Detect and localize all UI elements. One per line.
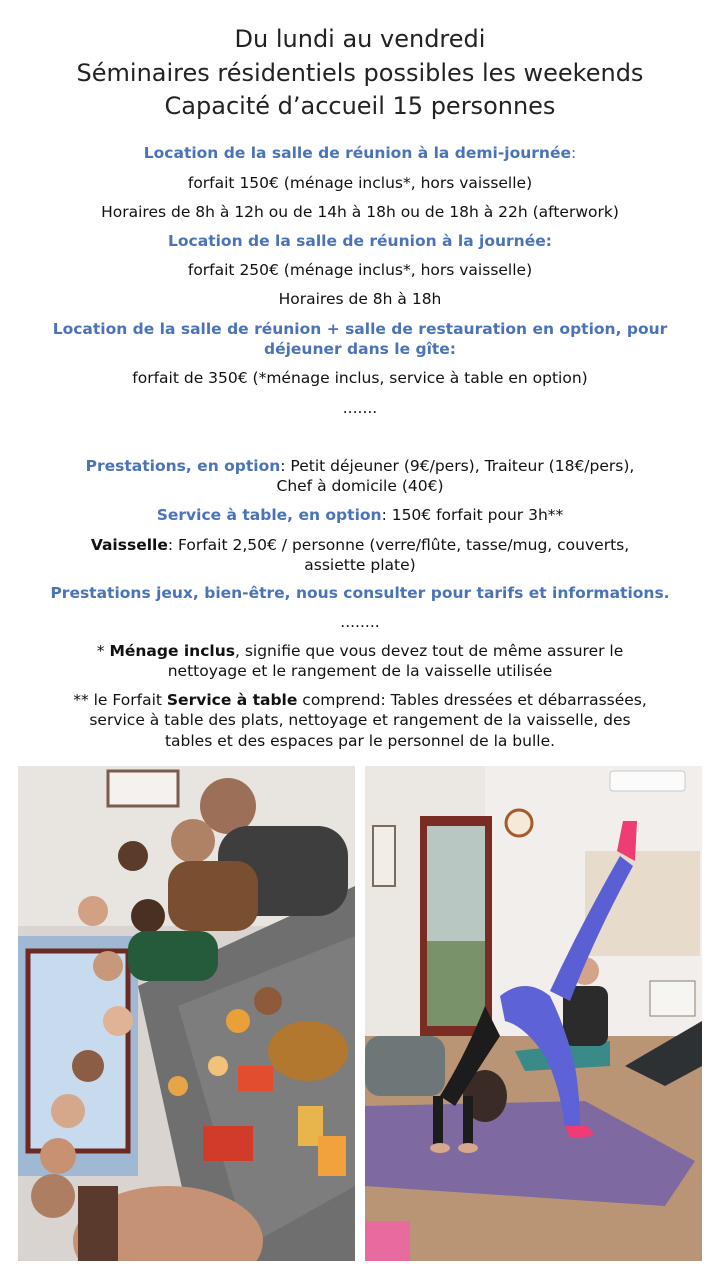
half-day-heading <box>0 143 720 163</box>
vaisselle-line2: assiette plate) <box>304 556 416 574</box>
service-option-text: : 150€ forfait pour 3h** <box>381 506 564 524</box>
half-day-hours: Horaires de 8h à 12h ou de 14h à 18h ou de 18h à 22h (afterwork) <box>101 203 619 221</box>
note-service-prefix: ** le Forfait <box>73 691 167 709</box>
group-meeting-illustration <box>18 766 355 1261</box>
note-service-line1 <box>0 690 720 710</box>
vaisselle-text: : Forfait 2,50€ / personne (verre/flûte, tasse/mug, couverts, <box>167 536 630 554</box>
header-line-weekends: Séminaires résidentiels possibles les weekends <box>76 59 644 87</box>
full-day-heading: Location de la salle de réunion à la journée: <box>168 232 552 250</box>
full-day-price: forfait 250€ (ménage inclus*, hors vaisselle) <box>187 261 533 279</box>
vaisselle-line1 <box>0 535 720 555</box>
restaurant-heading-line1: Location de la salle de réunion + salle de restauration en option, pour <box>52 320 668 338</box>
group-meeting-photo <box>18 766 355 1261</box>
header-line-capacity: Capacité d’accueil 15 personnes <box>164 92 556 120</box>
prestations-line2: Chef à domicile (40€) <box>276 477 444 495</box>
note-menage-label: Ménage inclus <box>109 642 235 660</box>
half-day-heading-text: Location de la salle de réunion à la demi-journée <box>143 144 571 162</box>
full-day-hours: Horaires de 8h à 18h <box>278 290 442 308</box>
service-option-label: Service à table, en option <box>156 506 382 524</box>
header-line-days: Du lundi au vendredi <box>234 25 486 53</box>
games-wellness-line: Prestations jeux, bien-être, nous consulter pour tarifs et informations. <box>50 584 670 602</box>
restaurant-heading-line2: déjeuner dans le gîte: <box>263 340 457 358</box>
restaurant-price: forfait de 350€ (*ménage inclus, service à table en option) <box>132 369 588 387</box>
half-day-heading-colon: : <box>570 144 577 162</box>
note-menage-line1 <box>0 641 720 661</box>
note-service-label: Service à table <box>166 691 298 709</box>
note-service-text: comprend: Tables dressées et débarrassées, <box>297 691 647 709</box>
note-service-line3: tables et des espaces par le personnel de la bulle. <box>164 732 556 750</box>
note-service-line2: service à table des plats, nettoyage et rangement de la vaisselle, des <box>89 711 631 729</box>
note-menage-prefix: * <box>96 642 110 660</box>
prestations-label: Prestations, en option <box>85 457 281 475</box>
note-menage-text: , signifie que vous devez tout de même assurer le <box>234 642 624 660</box>
restaurant-dots: ....... <box>342 399 378 417</box>
prestations-line1 <box>0 456 720 476</box>
yoga-session-photo <box>365 766 702 1261</box>
note-menage-line2: nettoyage et le rangement de la vaisselle utilisée <box>167 662 553 680</box>
prestations-text: : Petit déjeuner (9€/pers), Traiteur (18€/pers), <box>280 457 635 475</box>
vaisselle-label: Vaisselle <box>90 536 168 554</box>
yoga-session-illustration <box>365 766 702 1261</box>
options-dots: ........ <box>340 613 380 631</box>
service-option-line <box>0 505 720 525</box>
half-day-price: forfait 150€ (ménage inclus*, hors vaisselle) <box>187 174 533 192</box>
